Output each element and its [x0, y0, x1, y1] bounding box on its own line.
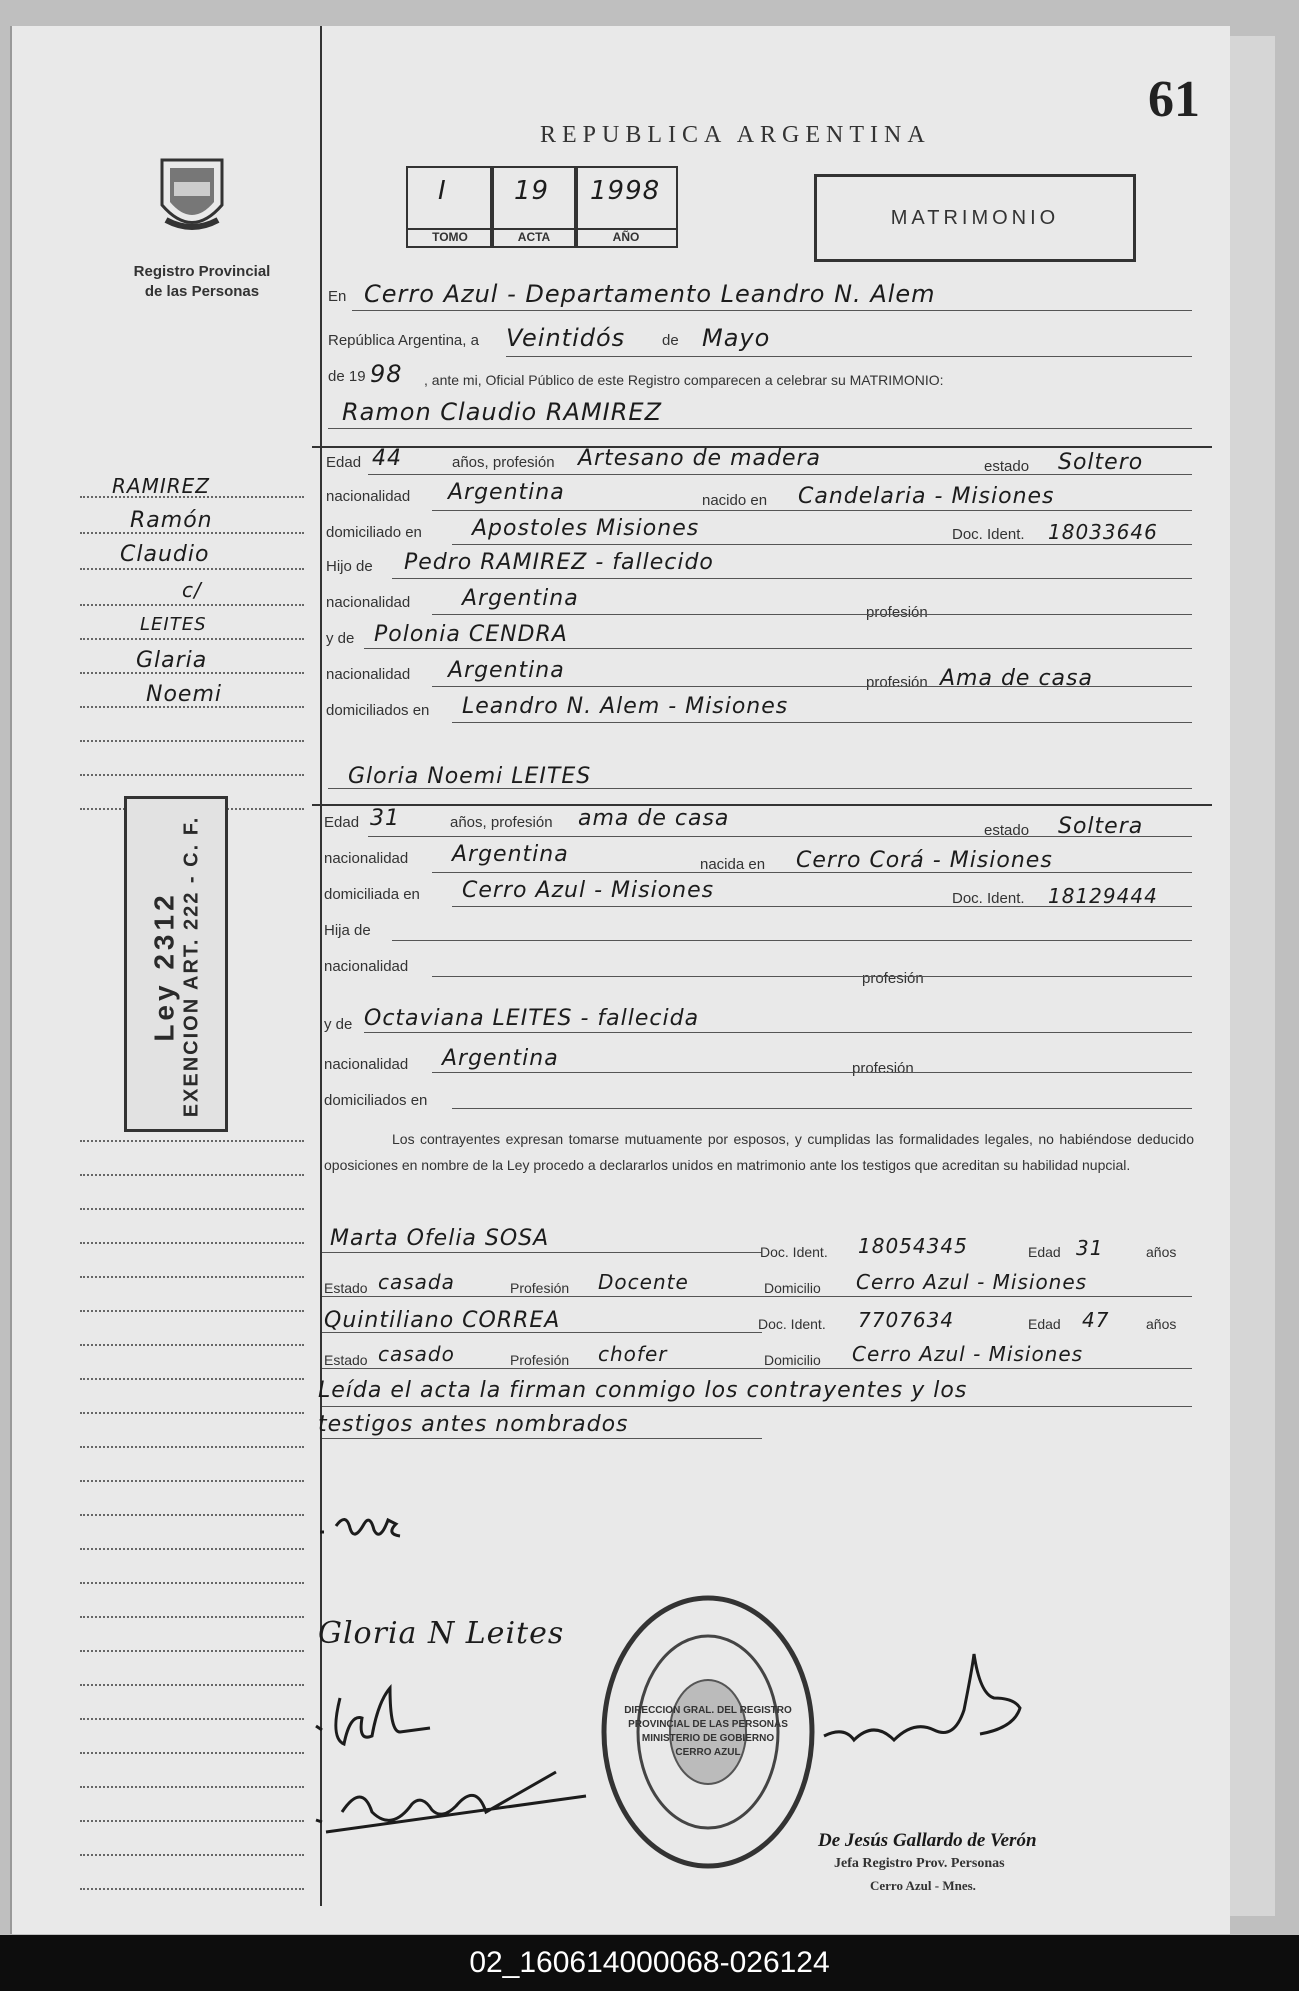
year-prefix: de 19: [328, 368, 366, 385]
groom-edad-label: Edad: [326, 454, 362, 471]
groom-row5-line: [432, 614, 1192, 615]
section-rule-bride: [312, 804, 1212, 806]
ano-label: AÑO: [576, 228, 676, 244]
bride-yde-label: y de: [324, 1016, 353, 1033]
closing-line-2-rule: [322, 1438, 762, 1439]
margin-dotline: [80, 740, 304, 742]
groom-mother-prof-label: profesión: [866, 674, 928, 691]
margin-dotline: [80, 1752, 304, 1754]
groom-father-prof-label: profesión: [866, 604, 928, 621]
witness1-estado: casada: [378, 1270, 455, 1294]
margin-dotline: [80, 1174, 304, 1176]
groom-nacido-label: nacido en: [702, 492, 768, 509]
groom-row3-line: [452, 544, 1192, 545]
bride-nacionalidad: Argentina: [452, 842, 569, 867]
margin-dotline: [80, 1582, 304, 1584]
witness2-estado-label: Estado: [324, 1352, 368, 1368]
groom-mother-nac: Argentina: [448, 658, 565, 683]
margin-dotline: [80, 672, 304, 674]
margin-dotline: [80, 774, 304, 776]
margin-name-5: LEITES: [140, 614, 207, 635]
witness1-name-line: [322, 1252, 762, 1253]
seal-inner-text: MINISTERIO DE GOBIERNO: [641, 1733, 775, 1744]
margin-dotline: [80, 1616, 304, 1618]
groom-estado: Soltero: [1058, 450, 1144, 475]
groom-domicilio: Apostoles Misiones: [472, 516, 700, 541]
bride-domicilio: Cerro Azul - Misiones: [462, 878, 715, 903]
groom-doms-label: domiciliados en: [326, 702, 430, 719]
margin-dotline: [80, 706, 304, 708]
bride-mother-nac-label: nacionalidad: [324, 1056, 409, 1073]
margin-name-2: Ramón: [130, 508, 213, 533]
bride-doms-label: domiciliados en: [324, 1092, 428, 1109]
margin-dotline: [80, 1140, 304, 1142]
groom-nacido: Candelaria - Misiones: [798, 484, 1055, 509]
ano-value: 1998: [590, 176, 661, 206]
groom-yde-label: y de: [326, 630, 355, 647]
margin-dotline: [80, 1684, 304, 1686]
closing-line-2: testigos antes nombrados: [318, 1412, 629, 1437]
country-heading: REPUBLICA ARGENTINA: [540, 122, 931, 148]
witness1-name: Marta Ofelia SOSA: [330, 1226, 550, 1251]
margin-dotline: [80, 1514, 304, 1516]
groom-mother: Polonia CENDRA: [374, 622, 568, 647]
margin-name-7: Noemi: [146, 682, 222, 707]
groom-doc: 18033646: [1048, 520, 1158, 544]
page-number: 61: [1148, 71, 1200, 128]
margin-name-3: Claudio: [120, 542, 210, 567]
witness1-edad-label: Edad: [1028, 1244, 1061, 1260]
margin-dotline: [80, 1276, 304, 1278]
ano-box: [574, 166, 678, 248]
bride-profesion: ama de casa: [578, 806, 730, 831]
groom-hijo-label: Hijo de: [326, 558, 373, 575]
bride-row7-line: [432, 1072, 1192, 1073]
tomo-label: TOMO: [408, 228, 492, 244]
witness1-prof-label: Profesión: [510, 1280, 570, 1296]
margin-dotline: [80, 1310, 304, 1312]
exemption-stamp: [124, 796, 228, 1132]
groom-row4-line: [392, 578, 1192, 579]
bride-father-prof-label: profesión: [862, 970, 924, 987]
margin-dotline: [80, 1242, 304, 1244]
bride-hija-label: Hija de: [324, 922, 371, 939]
witness1-estado-label: Estado: [324, 1280, 368, 1296]
en-label: En: [328, 288, 347, 305]
bride-row1-line: [368, 836, 1192, 837]
act-type-box: [814, 174, 1136, 262]
witness1-domicilio: Cerro Azul - Misiones: [856, 1270, 1088, 1294]
margin-name-1: RAMIREZ: [112, 474, 210, 498]
margin-dotline: [80, 638, 304, 640]
margin-dotline: [80, 1718, 304, 1720]
margin-dotline: [80, 532, 304, 534]
witness2-dom-label: Domicilio: [764, 1352, 821, 1368]
officer-name: De Jesús Gallardo de Verón: [818, 1830, 1037, 1851]
bride-nac-label: nacionalidad: [324, 850, 409, 867]
bride-dom-label: domiciliada en: [324, 886, 420, 903]
republica-label: República Argentina, a: [328, 332, 479, 349]
witness1-anos-label: años: [1146, 1244, 1177, 1260]
groom-profesion: Artesano de madera: [578, 446, 822, 471]
groom-father: Pedro RAMIREZ - fallecido: [404, 550, 714, 575]
groom-row1-line: [368, 474, 1192, 475]
witness1-profesion: Docente: [598, 1270, 689, 1294]
registry-label: Registro Provincial de las Personas: [133, 263, 271, 300]
declaration-text: Los contrayentes expresan tomarse mutuamente por esposos, y cumplidas las formalidades legales, no habiéndose deducido oposiciones en nombre de la Ley procedo a declararlos unidos en matrimonio ante los testigos que acreditan su habilidad nupcial.: [324, 1131, 1194, 1173]
officer-title: Jefa Registro Prov. Personas: [834, 1856, 1005, 1871]
place-value: Cerro Azul - Departamento Leandro N. Alem: [364, 280, 936, 308]
bride-row6-line: [364, 1032, 1192, 1033]
bride-row4-line: [392, 940, 1192, 941]
stamp-exemption: EXENCION ART. 222 - C. F.: [180, 815, 203, 1118]
seal-text: DIRECCION GRAL. DEL REGISTRO PROVINCIAL DE LAS PERSONAS: [624, 1705, 792, 1730]
bride-row8-line: [452, 1108, 1192, 1109]
groom-dom-label: domiciliado en: [326, 524, 422, 541]
bride-row3-line: [452, 906, 1192, 907]
witness2-edad: 47: [1082, 1308, 1110, 1332]
margin-dotline: [80, 568, 304, 570]
margin-dotline: [80, 1888, 304, 1890]
groom-doc-label: Doc. Ident.: [952, 526, 1025, 543]
bride-row2-line: [432, 872, 1192, 873]
margin-dotline: [80, 604, 304, 606]
groom-parents-dom: Leandro N. Alem - Misiones: [462, 694, 789, 719]
groom-mother-prof: Ama de casa: [940, 666, 1093, 691]
groom-row8-line: [452, 722, 1192, 723]
scan-footer-id: 02_160614000068-026124: [0, 1935, 1299, 1991]
margin-dotline: [80, 1446, 304, 1448]
margin-dotline: [80, 1378, 304, 1380]
stamp-law: Ley 2312: [148, 891, 180, 1042]
groom-father-nac-label: nacionalidad: [326, 594, 411, 611]
acta-value: 19: [514, 176, 550, 206]
witness2-edad-label: Edad: [1028, 1316, 1061, 1332]
acta-box: [490, 166, 578, 248]
bride-doc-label: Doc. Ident.: [952, 890, 1025, 907]
margin-name-6: Glaria: [136, 648, 208, 673]
groom-row6-line: [364, 648, 1192, 649]
groom-row2-line: [432, 510, 1192, 511]
witness1-row2-line: [322, 1296, 1192, 1297]
witness2-estado: casado: [378, 1342, 455, 1366]
de-label: de: [662, 332, 679, 349]
groom-name-line: [328, 428, 1192, 429]
witness2-signature: [306, 1762, 626, 1847]
bride-prof-label: años, profesión: [450, 814, 553, 831]
groom-nac-label: nacionalidad: [326, 488, 411, 505]
margin-name-4: c/: [182, 578, 202, 602]
margin-dotline: [80, 1480, 304, 1482]
province-crest-icon: [152, 150, 232, 240]
witness2-anos-label: años: [1146, 1316, 1177, 1332]
bride-nacida-label: nacida en: [700, 856, 766, 873]
acta-label: ACTA: [492, 228, 576, 244]
day-value: Veintidós: [506, 324, 626, 352]
closing-line-1-rule: [322, 1406, 1192, 1407]
tomo-box: [406, 166, 494, 248]
witness2-domicilio: Cerro Azul - Misiones: [852, 1342, 1084, 1366]
witness1-doc-label: Doc. Ident.: [760, 1244, 828, 1260]
groom-signature: [314, 1496, 494, 1551]
groom-edad: 44: [372, 446, 402, 471]
bride-doc: 18129444: [1048, 884, 1158, 908]
tomo-value: I: [438, 176, 447, 206]
witness2-name-line: [322, 1332, 762, 1333]
month-value: Mayo: [702, 324, 771, 352]
closing-line-1: Leída el acta la firman conmigo los contrayentes y los: [318, 1378, 968, 1403]
bride-name: Gloria Noemi LEITES: [348, 764, 592, 789]
witness1-doc: 18054345: [858, 1234, 968, 1258]
witness2-doc: 7707634: [858, 1308, 955, 1332]
bride-nacida: Cerro Corá - Misiones: [796, 848, 1053, 873]
witness1-dom-label: Domicilio: [764, 1280, 821, 1296]
witness2-prof-label: Profesión: [510, 1352, 570, 1368]
groom-row7-line: [432, 686, 1192, 687]
witness2-row2-line: [322, 1368, 1192, 1369]
bride-father-nac-label: nacionalidad: [324, 958, 409, 975]
witness2-name: Quintiliano CORREA: [324, 1308, 561, 1333]
bride-mother-nac: Argentina: [442, 1046, 559, 1071]
groom-father-nac: Argentina: [462, 586, 579, 611]
witness2-profesion: chofer: [598, 1342, 668, 1366]
officer-signature: [818, 1652, 1048, 1767]
margin-dotline: [80, 1650, 304, 1652]
witness1-edad: 31: [1076, 1236, 1104, 1260]
place-line: [352, 310, 1192, 311]
bride-estado-label: estado: [984, 822, 1030, 839]
bride-edad-label: Edad: [324, 814, 360, 831]
groom-estado-label: estado: [984, 458, 1030, 475]
margin-dotline: [80, 1548, 304, 1550]
document-page: [10, 26, 1230, 1934]
date-line: [506, 356, 1192, 357]
groom-nacionalidad: Argentina: [448, 480, 565, 505]
bride-mother: Octaviana LEITES - fallecida: [364, 1006, 700, 1031]
bride-name-line: [328, 788, 1192, 789]
page-edge: [1228, 36, 1275, 1916]
groom-name: Ramon Claudio RAMIREZ: [342, 398, 663, 426]
bride-row5-line: [432, 976, 1192, 977]
bride-estado: Soltera: [1058, 814, 1144, 839]
seal-bottom-text: CERRO AZUL: [675, 1747, 741, 1758]
margin-dotline: [80, 496, 304, 498]
margin-dotline: [80, 1344, 304, 1346]
act-type-label: MATRIMONIO: [890, 206, 1060, 229]
groom-mother-nac-label: nacionalidad: [326, 666, 411, 683]
year-suffix: 98: [370, 360, 403, 388]
margin-dotline: [80, 1854, 304, 1856]
bride-edad: 31: [370, 806, 400, 831]
intro-sentence: , ante mi, Oficial Público de este Registro comparecen a celebrar su MATRIMONIO:: [424, 372, 944, 388]
margin-dotline: [80, 1786, 304, 1788]
margin-dotline: [80, 1208, 304, 1210]
officer-place: Cerro Azul - Mnes.: [870, 1878, 976, 1893]
registry-seal: [598, 1592, 818, 1872]
groom-prof-label: años, profesión: [452, 454, 555, 471]
bride-mother-prof-label: profesión: [852, 1060, 914, 1077]
witness2-doc-label: Doc. Ident.: [758, 1316, 826, 1332]
bride-signature: Gloria N Leites: [318, 1616, 565, 1651]
witness1-signature: [306, 1678, 506, 1763]
margin-dotline: [80, 1412, 304, 1414]
margin-dotline: [80, 1820, 304, 1822]
